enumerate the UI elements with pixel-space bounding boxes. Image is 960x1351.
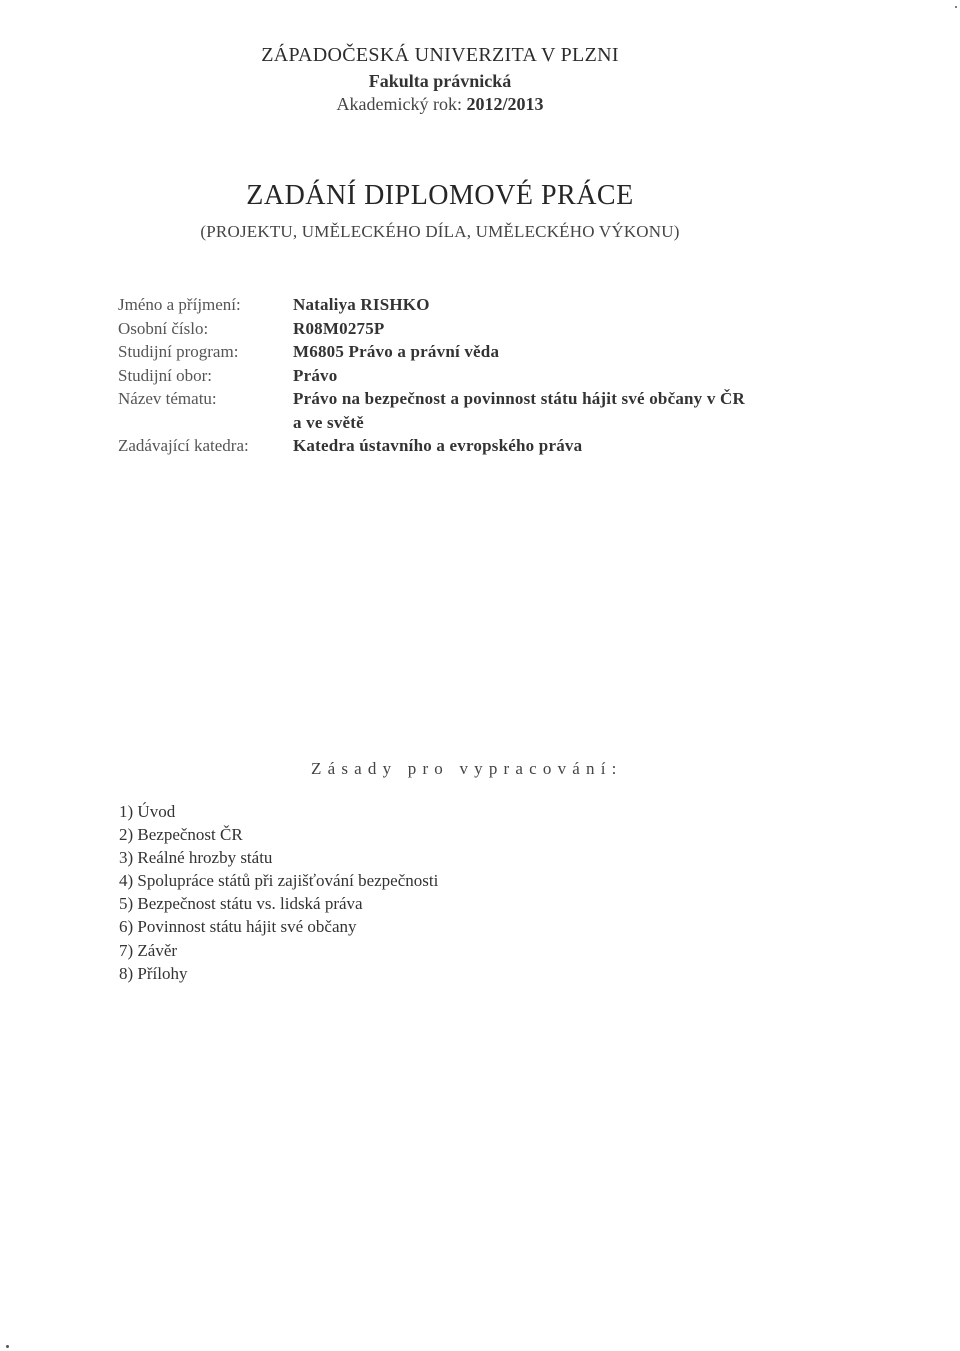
topic-label: Název tématu: — [118, 389, 217, 408]
outline-item: 5) Bezpečnost státu vs. lidská práva — [119, 894, 363, 914]
field-value: Právo — [293, 365, 338, 385]
outline-item: 7) Závěr — [119, 940, 178, 960]
field-row — [118, 364, 898, 388]
personal-number-label: Osobní číslo: — [118, 318, 209, 338]
topic-value — [293, 387, 898, 434]
scan-speck — [955, 6, 957, 8]
study-program-value: M6805 Právo a právní věda — [293, 342, 500, 361]
name-label: Jméno a příjmení: — [118, 295, 241, 314]
document-title: ZADÁNÍ DIPLOMOVÉ PRÁCE — [246, 180, 634, 211]
personal-number-row — [118, 317, 898, 341]
topic-value-line-1: Právo na bezpečnost a povinnost státu hájit své občany v ČR — [293, 389, 745, 408]
topic-row — [118, 387, 898, 434]
department-label: Zadávající katedra: — [118, 436, 249, 455]
outline-list — [119, 800, 438, 985]
name-row — [118, 293, 898, 317]
department-row — [118, 434, 898, 458]
principles-heading: Zásady pro vypracování: — [311, 759, 623, 778]
university-name: ZÁPADOČESKÁ UNIVERZITA V PLZNI — [261, 44, 619, 66]
department-value: Katedra ústavního a evropského práva — [293, 436, 583, 455]
outline-item: 6) Povinnost státu hájit své občany — [119, 917, 357, 937]
outline-item: 2) Bezpečnost ČR — [119, 825, 243, 845]
faculty-name: Fakulta právnická — [368, 71, 512, 91]
study-program-label: Studijní program: — [118, 342, 239, 361]
academic-year-value: 2012/2013 — [466, 94, 544, 114]
outline-item: 4) Spolupráce států při zajišťování bezpečnosti — [119, 871, 439, 891]
document-subtitle: (PROJEKTU, UMĚLECKÉHO DÍLA, UMĚLECKÉHO VÝKONU) — [200, 222, 680, 241]
student-info-block — [118, 293, 898, 458]
outline-item: 1) Úvod — [119, 802, 176, 821]
name-value: Nataliya RISHKO — [293, 295, 430, 314]
field-label: Studijní obor: — [118, 365, 212, 385]
outline-item: 8) Přílohy — [119, 963, 188, 983]
academic-year-label: Akademický rok: — [336, 94, 462, 114]
academic-year — [0, 94, 880, 115]
personal-number-value: R08M0275P — [293, 318, 385, 338]
scan-speck — [6, 1345, 9, 1348]
topic-value-line-2: a ve světě — [293, 412, 364, 432]
outline-item: 3) Reálné hrozby státu — [119, 848, 273, 868]
study-program-row — [118, 340, 898, 364]
